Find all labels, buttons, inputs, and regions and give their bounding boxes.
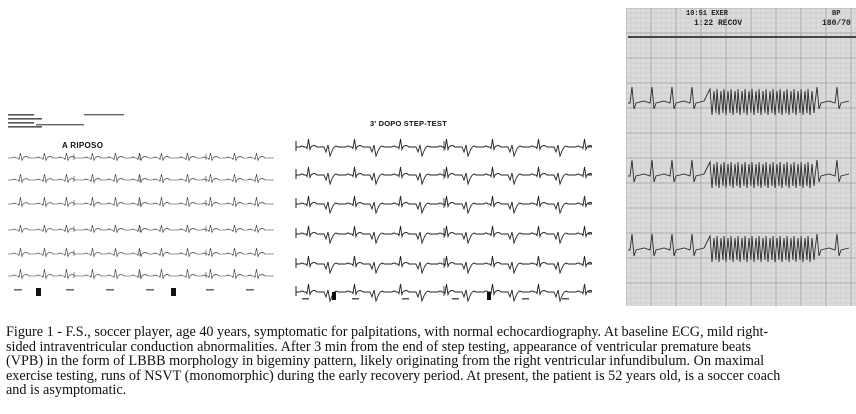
header-separator (628, 36, 856, 38)
footer-text-mark (522, 298, 529, 300)
footer-text-mark (106, 289, 114, 291)
recovery-time-label: 1:22 RECOV (694, 19, 743, 28)
footer-text-mark (562, 298, 569, 300)
header-text-mark (84, 114, 124, 115)
calibration-marker (36, 288, 41, 296)
ecg-exercise-recovery-tracing (626, 8, 856, 306)
caption-line: and is asymptomatic. (6, 383, 127, 398)
footer-text-mark (206, 289, 214, 291)
panel-baseline-title: A RIPOSO (62, 141, 104, 150)
footer-text-mark (352, 298, 359, 300)
header-text-mark (8, 114, 34, 116)
exercise-time-label: 10:51 EXER (686, 10, 729, 18)
caption-line: sided intraventricular conduction abnormalities. After 3 min from the end of step testing, appearance of ventricular premature beats (6, 339, 751, 355)
footer-text-mark (402, 298, 409, 300)
footer-text-mark (66, 289, 74, 291)
footer-text-mark (452, 298, 459, 300)
ecg-lead-trace (8, 197, 274, 207)
panel-post-step-test-title: 3' DOPO STEP-TEST (370, 119, 447, 128)
caption-line: (VPB) in the form of LBBB morphology in bigeminy pattern, likely originating from the right ventricular infundibulum. On maximal (6, 354, 765, 369)
caption-line: Figure 1 - F.S., soccer player, age 40 years, symptomatic for palpitations, with normal echocardiography. At baseline ECG, mild right- (6, 325, 769, 340)
blood-pressure-value: 180/70 (822, 19, 851, 28)
calibration-marker (487, 292, 491, 300)
ecg-panel-post-step-test (292, 112, 592, 307)
footer-text-mark (302, 298, 309, 300)
ecg-lead-trace (8, 174, 274, 183)
ecg-lead-trace (8, 153, 274, 161)
ecg-panel-baseline (6, 108, 278, 298)
footer-text-mark (14, 289, 22, 291)
ecg-baseline-tracing (6, 108, 278, 298)
header-text-mark (8, 122, 34, 124)
footer-text-mark (146, 289, 154, 291)
ecg-panel-exercise-recovery (626, 8, 856, 306)
blood-pressure-label: BP (832, 10, 841, 18)
ecg-lead-trace (8, 225, 274, 233)
footer-text-mark (246, 289, 254, 291)
calibration-marker (332, 292, 336, 300)
header-text-mark (8, 126, 42, 128)
ecg-lead-trace (8, 269, 274, 279)
ecg-lead-trace (8, 248, 274, 257)
ecg-post-step-test-tracing (292, 112, 592, 307)
header-text-mark (8, 118, 42, 120)
caption-line: exercise testing, runs of NSVT (monomorphic) during the early recovery period. At present, the patient is 52 years old, is a soccer coach (6, 368, 781, 384)
figure-caption (6, 325, 856, 398)
header-text-mark (36, 124, 84, 125)
calibration-marker (171, 288, 176, 296)
